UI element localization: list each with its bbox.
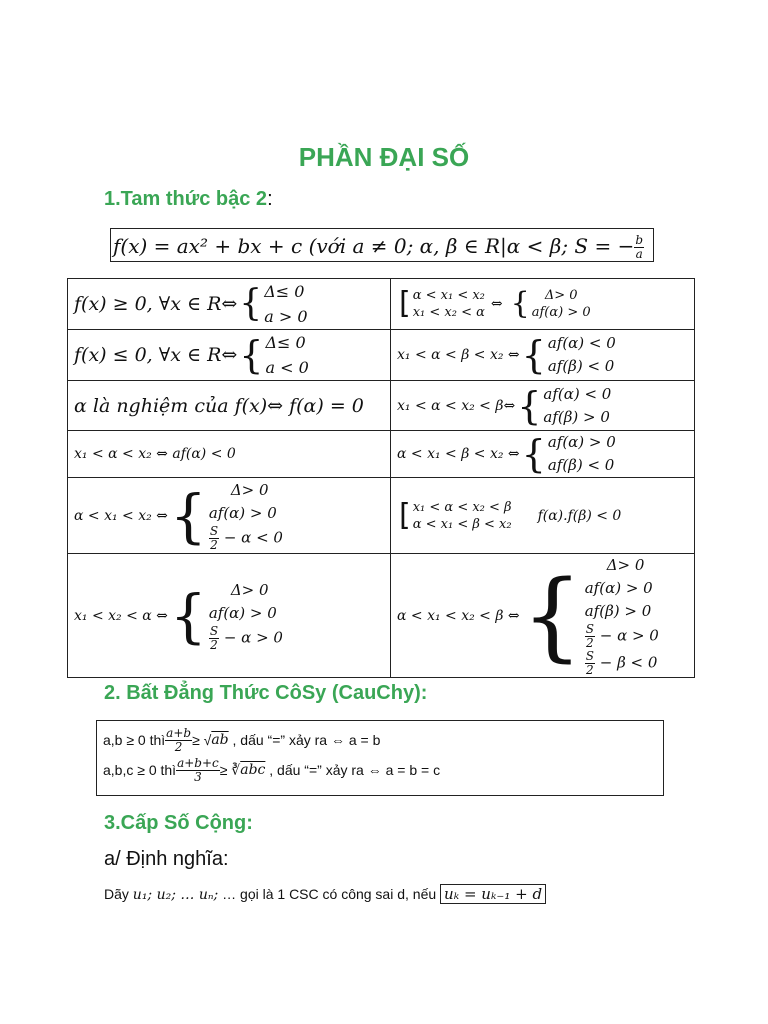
table-row — [68, 279, 695, 330]
quadratic-conditions-table — [67, 278, 695, 678]
system-line: − β < 0 — [599, 653, 658, 672]
system-line: af(α) > 0 — [208, 604, 277, 622]
brace-icon: { — [521, 559, 583, 672]
cell-expression: x₁ < α < β < x₂ ⇔ — [397, 347, 520, 363]
csc-definition — [104, 885, 546, 903]
cell-expression: α < x₁ < x₂ ⇔ — [74, 507, 168, 524]
cell-expression: x₁ < x₂ < α ⇔ — [74, 607, 168, 624]
table-cell — [68, 330, 391, 381]
bracket-icon: [ — [399, 497, 411, 533]
brace-icon: { — [239, 333, 264, 377]
table-cell — [391, 330, 695, 381]
cauchy-condition: a,b ≥ 0 thì — [103, 732, 166, 748]
fraction-numerator: a+b — [166, 725, 192, 740]
cell-expression: f(x) ≥ 0, ∀x ∈ R⇔ — [74, 293, 238, 315]
section-1-heading-text: 1.Tam thức bậc 2 — [104, 188, 268, 210]
system-line: α < x₁ < x₂ — [412, 288, 485, 303]
system-line: α < x₁ < β < x₂ — [412, 516, 512, 532]
brace-icon: { — [239, 283, 263, 324]
fraction — [165, 727, 192, 754]
cell-expression: f(α).f(β) < 0 — [537, 507, 622, 524]
sequence-terms: u₁; u₂; … uₙ; — [132, 887, 219, 903]
cell-expression: f(x) ≤ 0, ∀x ∈ R⇔ — [74, 344, 238, 366]
system-line: af(β) > 0 — [584, 602, 652, 620]
fraction-numerator: b — [635, 233, 644, 247]
brace-icon: { — [517, 383, 542, 428]
fraction-numerator: S — [585, 649, 594, 663]
fraction-numerator: a+b+c — [177, 755, 219, 770]
table-cell — [391, 381, 695, 431]
cell-expression: α < x₁ < x₂ < β ⇔ — [397, 607, 520, 624]
fraction-denominator: 2 — [586, 636, 594, 650]
brace-icon: { — [169, 481, 207, 550]
table-cell — [68, 279, 391, 330]
radicand: $\overline{abc}$ — [240, 762, 266, 778]
system-line: Δ≤ 0 — [265, 333, 306, 352]
system-line: − α > 0 — [599, 626, 659, 645]
system-line: af(α) > 0 — [531, 305, 591, 320]
fraction-denominator: 2 — [174, 739, 183, 754]
equality-condition: , dấu “=” xảy ra ⇔ a = b = c — [265, 762, 441, 778]
formula-fraction — [634, 234, 644, 261]
table-row — [68, 431, 695, 478]
section-2-heading: 2. Bất Đẳng Thức CôSy (CauChy): — [104, 682, 428, 704]
fraction-denominator: a — [635, 247, 643, 261]
fraction — [209, 625, 219, 652]
system-line: Δ> 0 — [230, 581, 269, 599]
table-row — [68, 330, 695, 381]
cauchy-condition: a,b,c ≥ 0 thì — [103, 762, 177, 778]
fraction — [176, 757, 220, 784]
fraction — [585, 623, 595, 650]
cauchy-line-1 — [103, 725, 657, 755]
table-cell — [391, 279, 695, 330]
brace-icon: { — [169, 581, 207, 650]
page-title: PHẦN ĐẠI SỐ — [298, 142, 470, 172]
table-cell: α là nghiệm của f(x)⇔ f(α) = 0 — [68, 381, 391, 431]
quadratic-formula: f(x) = ax² + bx + c (với a ≠ 0; α, β ∈ R|α < β; S = − — [113, 234, 635, 258]
table-row — [68, 478, 695, 554]
definition-text: … gọi là 1 CSC có công sai d, nếu — [218, 886, 441, 902]
system-line: Δ> 0 — [606, 556, 645, 574]
equivalence-symbol: ⇔ — [490, 296, 503, 312]
section-3-heading: 3.Cấp Số Cộng: — [104, 812, 253, 834]
fraction — [209, 525, 219, 552]
system-line: Δ≤ 0 — [264, 282, 305, 301]
cauchy-inequality-box — [96, 720, 664, 796]
table-cell: x₁ < α < x₂ ⇔ af(α) < 0 — [68, 431, 391, 478]
fraction-denominator: 2 — [586, 663, 594, 677]
quadratic-formula-box — [110, 228, 654, 262]
table-cell — [68, 478, 391, 554]
system-line: af(α) > 0 — [547, 433, 616, 451]
system-line: Δ> 0 — [544, 288, 578, 303]
system-line: a > 0 — [264, 307, 308, 326]
system-line: af(α) < 0 — [547, 334, 616, 352]
inequality-symbol: ≥ √ — [192, 732, 212, 748]
inequality-symbol: ≥ ∛ — [219, 761, 241, 778]
section-1-colon: : — [267, 188, 273, 210]
brace-icon: { — [510, 286, 530, 321]
system-line: af(α) < 0 — [543, 384, 612, 403]
fraction-numerator: S — [209, 624, 219, 638]
definition-text: Dãy — [104, 886, 133, 902]
system-line: af(β) < 0 — [547, 357, 615, 375]
fraction-denominator: 2 — [210, 538, 218, 552]
system-line: af(α) > 0 — [208, 504, 277, 522]
table-cell — [391, 554, 695, 678]
cauchy-line-2 — [103, 755, 657, 785]
system-line: − α > 0 — [223, 628, 283, 647]
table-row — [68, 381, 695, 431]
table-cell — [391, 478, 695, 554]
brace-icon: { — [521, 432, 546, 476]
system-line: x₁ < α < x₂ < β — [412, 499, 512, 515]
radicand: ab — [211, 732, 229, 748]
csc-formula: uₖ = uₖ₋₁ + d — [440, 884, 546, 904]
definition-subheading: a/ Định nghĩa: — [104, 848, 229, 870]
cell-expression: x₁ < α < x₂ < β⇔ — [397, 397, 516, 414]
cell-expression: α < x₁ < β < x₂ ⇔ — [397, 446, 520, 462]
system-line: af(β) < 0 — [547, 456, 615, 474]
equality-condition: , dấu “=” xảy ra ⇔ a = b — [228, 732, 381, 748]
section-1-heading — [104, 188, 273, 211]
brace-icon: { — [521, 333, 546, 377]
fraction-denominator: 3 — [194, 769, 202, 784]
system-line: a < 0 — [265, 358, 309, 377]
system-line: af(α) > 0 — [584, 579, 653, 597]
fraction-denominator: 2 — [210, 638, 218, 652]
bracket-icon: [ — [399, 286, 411, 321]
fraction-numerator: S — [585, 622, 594, 636]
table-cell — [391, 431, 695, 478]
system-line: Δ> 0 — [230, 481, 269, 499]
table-cell — [68, 554, 391, 678]
fraction-numerator: S — [209, 524, 219, 538]
fraction — [585, 650, 595, 677]
table-row — [68, 554, 695, 678]
system-line: af(β) > 0 — [543, 407, 610, 426]
system-line: − α < 0 — [223, 528, 283, 547]
system-line: x₁ < x₂ < α — [412, 305, 485, 320]
